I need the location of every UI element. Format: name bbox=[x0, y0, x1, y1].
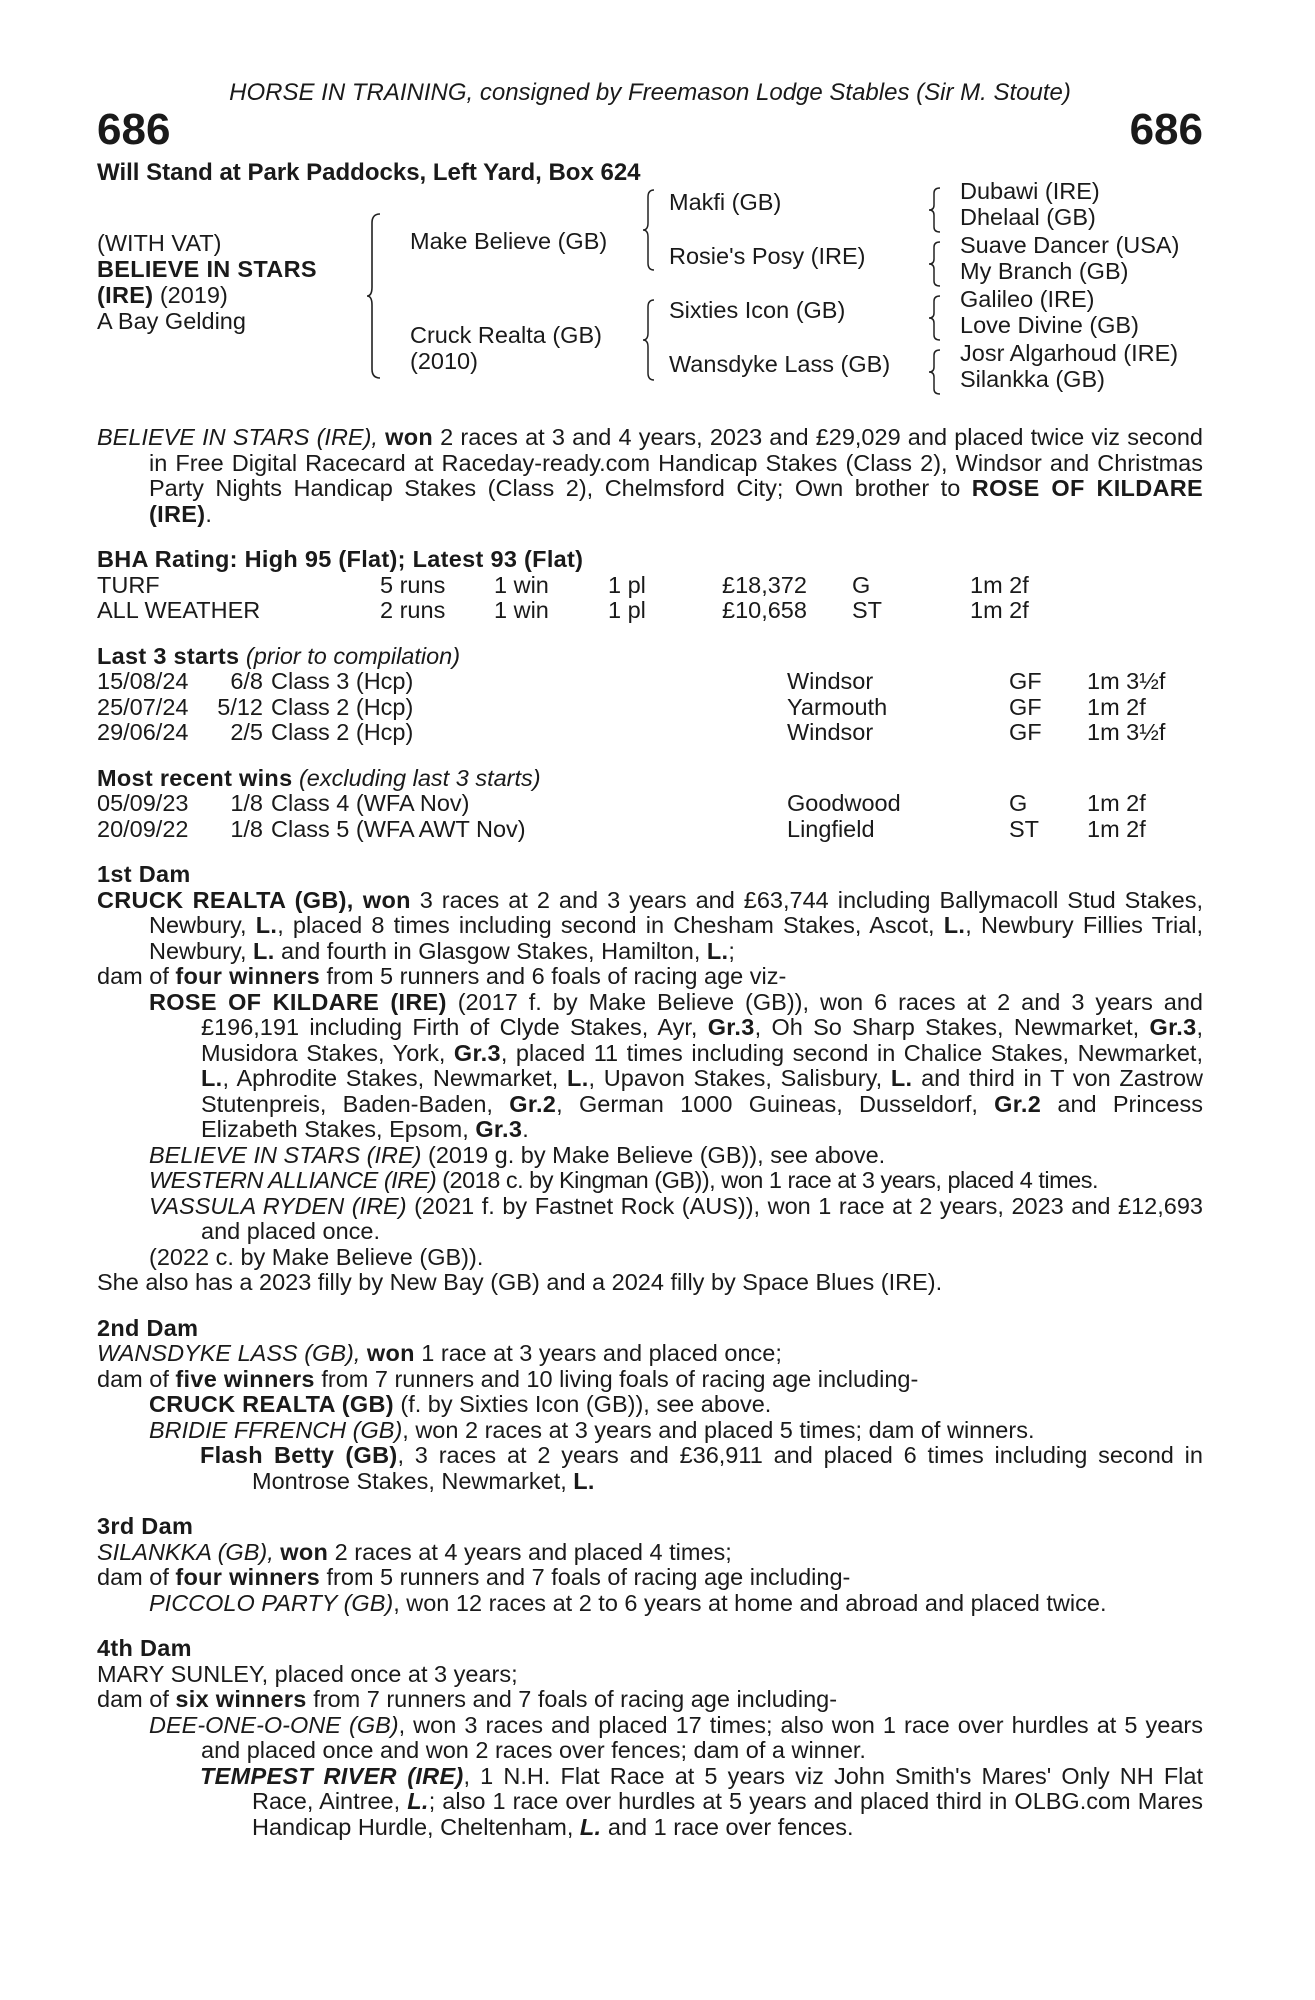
great-grandparent-1: Dubawi (IRE) bbox=[960, 178, 1100, 204]
vat-note: (WITH VAT) bbox=[97, 230, 222, 256]
pedigree-brace-6 bbox=[929, 295, 941, 341]
recent-wins-table bbox=[97, 791, 1146, 842]
pedigree-brace-4 bbox=[929, 187, 941, 233]
grandparent-4: Wansdyke Lass (GB) bbox=[669, 351, 891, 377]
grandparent-2: Rosie's Posy (IRE) bbox=[669, 243, 866, 269]
second-dam-record: WANSDYKE LASS (GB), won 1 race at 3 years and placed once; bbox=[97, 1340, 782, 1366]
pedigree-chart bbox=[97, 178, 1203, 397]
fourth-dam-section bbox=[97, 1636, 1203, 1840]
table-row: 25/07/24 5/12 Class 2 (Hcp) Yarmouth GF 1m 2f bbox=[97, 693, 1146, 720]
second-dam-produce-summary: dam of five winners from 7 runners and 10 living foals of racing age including- bbox=[97, 1365, 919, 1392]
pedigree-brace-1 bbox=[367, 213, 381, 379]
great-grandparent-5: Galileo (IRE) bbox=[960, 286, 1095, 312]
first-dam-produce-summary: dam of four winners from 5 runners and 6 foals of racing age viz- bbox=[97, 963, 787, 989]
fourth-dam-record: MARY SUNLEY, placed once at 3 years; bbox=[97, 1660, 518, 1687]
bha-rating-title: BHA Rating: High 95 (Flat); Latest 93 (Flat) bbox=[97, 546, 584, 572]
produce-tempest-river: TEMPEST RIVER (IRE), 1 N.H. Flat Race at 5 years viz John Smith's Mares' Only NH Flat Race, Aintree, L.; also 1 race over hurdles at 5 years and placed third in OLBG.com Mares Handicap Hurdle, Cheltenham, L. and 1 race over fences. bbox=[200, 1762, 1203, 1840]
table-row: 20/09/22 1/8 Class 5 (WFA AWT Nov) Lingfield ST 1m 2f bbox=[97, 815, 1146, 842]
produce-piccolo-party: PICCOLO PARTY (GB), won 12 races at 2 to 6 years at home and abroad and placed twice. bbox=[149, 1589, 1107, 1616]
third-dam-produce-summary: dam of four winners from 5 runners and 7 foals of racing age including- bbox=[97, 1564, 851, 1590]
produce-rose-of-kildare: ROSE OF KILDARE (IRE) (2017 f. by Make Believe (GB)), won 6 races at 2 and 3 years and £196,191 including Firth of Clyde Stakes, Ayr, Gr.3, Oh So Sharp Stakes, Newmarket, Gr.3, Musidora Stakes, York, Gr.3, placed 11 times including second in Chalice Stakes, Newmarket, L., Aphrodite Stakes, Newmarket, L., Upavon Stakes, Salisbury, L. and third in T von Zastrow Stutenpreis, Baden-Baden, Gr.2, German 1000 Guineas, Dusseldorf, Gr.2 and Princess Elizabeth Stakes, Epsom, Gr.3. bbox=[149, 988, 1204, 1142]
catalogue-page bbox=[97, 80, 1203, 1840]
first-dam-section bbox=[97, 862, 1203, 1296]
pedigree-brace-5 bbox=[929, 241, 941, 287]
last-3-table bbox=[97, 669, 1165, 746]
second-dam-title: 2nd Dam bbox=[97, 1314, 199, 1341]
grandparent-3: Sixties Icon (GB) bbox=[669, 297, 846, 323]
race-summary: BELIEVE IN STARS (IRE), won 2 races at 3 and 4 years, 2023 and £29,029 and placed twice viz second in Free Digital Racecard at Raceday-ready.com Handicap Stakes (Class 2), Windsor and Christmas Party Nights Handicap Stakes (Class 2), Chelmsford City; Own brother to ROSE OF KILDARE (IRE). bbox=[97, 424, 1204, 527]
stand-location: Will Stand at Park Paddocks, Left Yard, Box 624 bbox=[97, 158, 641, 186]
great-grandparent-2: Dhelaal (GB) bbox=[960, 204, 1096, 230]
dam: Cruck Realta (GB) bbox=[410, 322, 602, 348]
great-grandparent-6: Love Divine (GB) bbox=[960, 312, 1139, 338]
lot-number-left: 686 bbox=[97, 104, 171, 154]
second-dam-section bbox=[97, 1316, 1203, 1495]
produce-cruck-realta: CRUCK REALTA (GB) (f. by Sixties Icon (GB)), see above. bbox=[149, 1391, 772, 1417]
first-dam-record: CRUCK REALTA (GB), won 3 races at 2 and 3 years and £63,744 including Ballymacoll Stud Stakes, Newbury, L., placed 8 times including second in Chesham Stakes, Ascot, L., Newbury Fillies Trial, Newbury, L. and fourth in Glasgow Stakes, Hamilton, L.; bbox=[97, 886, 1204, 964]
produce-vassula-ryden: VASSULA RYDEN (IRE) (2021 f. by Fastnet Rock (AUS)), won 1 race at 2 years, 2023 and £12,693 and placed once. bbox=[149, 1192, 1203, 1244]
recent-wins-title: Most recent wins (excluding last 3 starts) bbox=[97, 764, 541, 791]
horse-description: A Bay Gelding bbox=[97, 308, 246, 334]
lot-number-row bbox=[97, 106, 1203, 154]
last-3-starts-section bbox=[97, 644, 1203, 746]
rating-table bbox=[97, 573, 1029, 624]
pedigree-brace-7 bbox=[929, 349, 941, 395]
table-row: 29/06/24 2/5 Class 2 (Hcp) Windsor GF 1m 3½f bbox=[97, 719, 1166, 745]
produce-flash-betty: Flash Betty (GB), 3 races at 2 years and £36,911 and placed 6 times including second in Montrose Stakes, Newmarket, L. bbox=[200, 1442, 1203, 1494]
produce-2022-colt: (2022 c. by Make Believe (GB)). bbox=[149, 1243, 484, 1270]
recent-wins-section bbox=[97, 766, 1203, 843]
grandparent-1: Makfi (GB) bbox=[669, 189, 782, 215]
third-dam-record: SILANKKA (GB), won 2 races at 4 years and placed 4 times; bbox=[97, 1538, 732, 1565]
table-row: 15/08/24 6/8 Class 3 (Hcp) Windsor GF 1m 3½f bbox=[97, 668, 1166, 694]
pedigree-brace-2 bbox=[643, 189, 655, 271]
table-row: ALL WEATHER 2 runs 1 win 1 pl £10,658 ST 1m 2f bbox=[97, 597, 1029, 623]
younger-foals-note: She also has a 2023 filly by New Bay (GB) and a 2024 filly by Space Blues (IRE). bbox=[97, 1269, 943, 1295]
dam-year: (2010) bbox=[410, 348, 478, 374]
fourth-dam-title: 4th Dam bbox=[97, 1635, 192, 1661]
produce-western-alliance: WESTERN ALLIANCE (IRE) (2018 c. by Kingman (GB)), won 1 race at 3 years, placed 4 times. bbox=[149, 1167, 1099, 1193]
produce-dee-one-o-one: DEE-ONE-O-ONE (GB), won 3 races and placed 17 times; also won 1 race over hurdles at 5 years and placed once and won 2 races over fences; dam of a winner. bbox=[149, 1711, 1203, 1763]
first-dam-title: 1st Dam bbox=[97, 861, 191, 887]
fourth-dam-produce-summary: dam of six winners from 7 runners and 7 foals of racing age including- bbox=[97, 1686, 838, 1712]
lot-number-right: 686 bbox=[1129, 104, 1203, 154]
horse-name-line2: (IRE) (2019) bbox=[97, 282, 228, 308]
consignor-header: HORSE IN TRAINING, consigned by Freemason Lodge Stables (Sir M. Stoute) bbox=[229, 79, 1071, 106]
third-dam-section bbox=[97, 1514, 1203, 1616]
third-dam-title: 3rd Dam bbox=[97, 1513, 194, 1539]
great-grandparent-7: Josr Algarhoud (IRE) bbox=[960, 340, 1179, 366]
sire: Make Believe (GB) bbox=[410, 228, 608, 254]
produce-bridie-ffrench: BRIDIE FFRENCH (GB), won 2 races at 3 years and placed 5 times; dam of winners. bbox=[149, 1416, 1035, 1443]
bha-rating-section bbox=[97, 547, 1203, 624]
table-row: TURF 5 runs 1 win 1 pl £18,372 G 1m 2f bbox=[97, 571, 1029, 598]
great-grandparent-3: Suave Dancer (USA) bbox=[960, 232, 1180, 258]
horse-name: BELIEVE IN STARS bbox=[97, 256, 317, 282]
great-grandparent-4: My Branch (GB) bbox=[960, 258, 1129, 284]
table-row: 05/09/23 1/8 Class 4 (WFA Nov) Goodwood G 1m 2f bbox=[97, 790, 1146, 816]
last-3-title: Last 3 starts (prior to compilation) bbox=[97, 642, 461, 669]
pedigree-brace-3 bbox=[643, 299, 655, 381]
great-grandparent-8: Silankka (GB) bbox=[960, 366, 1105, 392]
produce-believe-in-stars: BELIEVE IN STARS (IRE) (2019 g. by Make Believe (GB)), see above. bbox=[149, 1141, 886, 1168]
